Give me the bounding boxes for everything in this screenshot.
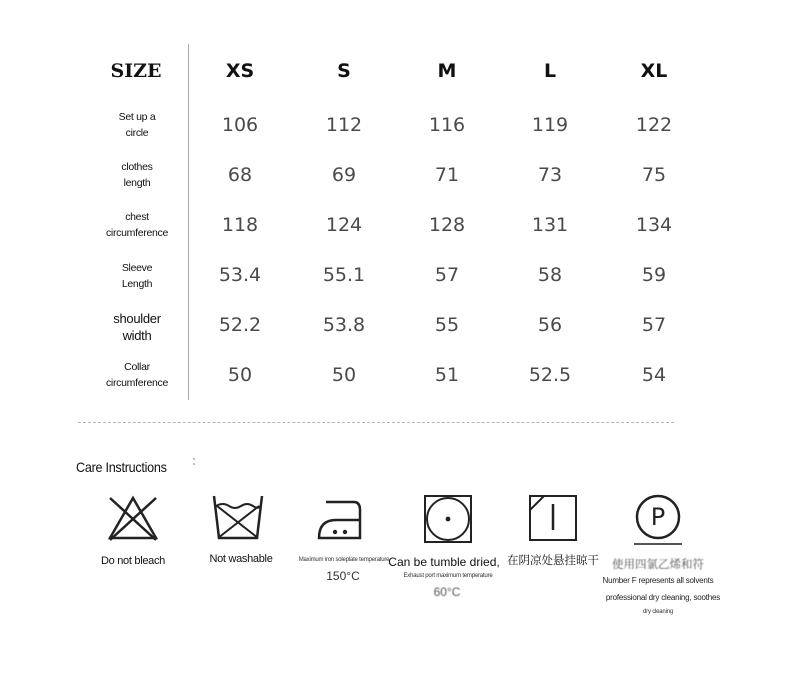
- table-cell: 118: [221, 214, 259, 236]
- table-cell: 50: [331, 364, 357, 386]
- row-label-line: Collar: [124, 361, 150, 373]
- size-header-label: SIZE: [110, 60, 162, 82]
- table-cell: 55.1: [322, 264, 366, 286]
- row-label-collar: [106, 359, 168, 391]
- table-cell: 54: [641, 364, 667, 386]
- table-cell: 122: [635, 114, 673, 136]
- table-cell: 57: [641, 314, 667, 336]
- row-label-line: Set up a: [118, 111, 156, 123]
- row-label-shoulder: [113, 310, 160, 344]
- table-cell: 50: [227, 364, 253, 386]
- row-label-line: circle: [125, 127, 149, 139]
- svg-text:P: P: [650, 503, 666, 531]
- table-cell: 116: [428, 114, 466, 136]
- line-dry-shade-icon: [528, 494, 578, 542]
- table-cell: 134: [635, 214, 673, 236]
- tumble-dry-icon: [423, 494, 473, 544]
- care-sublabel: professional dry cleaning, soothes: [605, 593, 721, 602]
- row-label-line: circumference: [105, 227, 169, 239]
- row-label-line: width: [122, 328, 152, 343]
- table-cell: 53.8: [322, 314, 366, 336]
- table-cell: 57: [434, 264, 460, 286]
- table-cell: 106: [221, 114, 259, 136]
- table-cell: 124: [325, 214, 363, 236]
- table-cell: 119: [531, 114, 569, 136]
- table-cell: 69: [331, 164, 357, 186]
- table-cell: 55: [434, 314, 460, 336]
- table-cell: 131: [531, 214, 569, 236]
- table-cell: 52.5: [528, 364, 572, 386]
- dry-clean-p-icon: [631, 494, 685, 546]
- care-sublabel: Number F represents all solvents: [602, 576, 714, 585]
- table-cell: 52.2: [218, 314, 262, 336]
- row-label-line: Length: [121, 278, 153, 290]
- row-label-line: clothes: [121, 161, 153, 173]
- table-cell: 128: [428, 214, 466, 236]
- row-label-chest: [106, 209, 168, 241]
- row-label-sleeve: [122, 260, 152, 292]
- care-label: Can be tumble dried,: [388, 555, 500, 569]
- iron-two-dots-icon: [316, 494, 366, 544]
- size-header-xl: XL: [640, 60, 668, 82]
- column-divider: [188, 44, 189, 400]
- care-temp: 60°C: [433, 585, 461, 599]
- table-cell: 59: [641, 264, 667, 286]
- care-label: 使用四氯乙烯和符: [612, 557, 704, 571]
- size-header-l: L: [543, 60, 557, 82]
- size-header-m: M: [437, 60, 457, 82]
- table-cell: 73: [537, 164, 563, 186]
- table-cell: 68: [227, 164, 253, 186]
- care-label: Do not bleach: [101, 555, 165, 567]
- row-label-clothes-length: [121, 159, 152, 191]
- no-wash-icon: [211, 494, 265, 542]
- row-label-line: length: [123, 177, 151, 189]
- row-label-line: shoulder: [113, 311, 161, 326]
- care-sublabel: dry cleaning: [643, 609, 673, 615]
- care-temp: 150°C: [326, 569, 360, 583]
- colon-dots: [193, 458, 195, 470]
- table-cell: 112: [325, 114, 363, 136]
- size-header-s: S: [337, 60, 351, 82]
- care-label: Maximum iron soleplate temperature: [298, 557, 390, 563]
- row-label-line: Sleeve: [121, 262, 153, 274]
- table-cell: 56: [537, 314, 563, 336]
- section-divider: [78, 422, 674, 423]
- table-cell: 75: [641, 164, 667, 186]
- size-header-xs: XS: [225, 60, 255, 82]
- row-label-line: circumference: [105, 377, 169, 389]
- care-label: Not washable: [209, 553, 273, 565]
- care-label: 在阴凉处悬挂晾干: [507, 553, 599, 567]
- table-cell: 51: [434, 364, 460, 386]
- table-cell: 53.4: [218, 264, 262, 286]
- row-label-line: chest: [125, 211, 149, 223]
- care-sublabel: Exhaust port maximum temperature: [403, 573, 493, 579]
- table-cell: 71: [434, 164, 460, 186]
- table-cell: 58: [537, 264, 563, 286]
- care-instructions-title: Care Instructions: [76, 459, 167, 475]
- no-bleach-icon: [106, 494, 160, 544]
- row-label-circle: [119, 109, 156, 141]
